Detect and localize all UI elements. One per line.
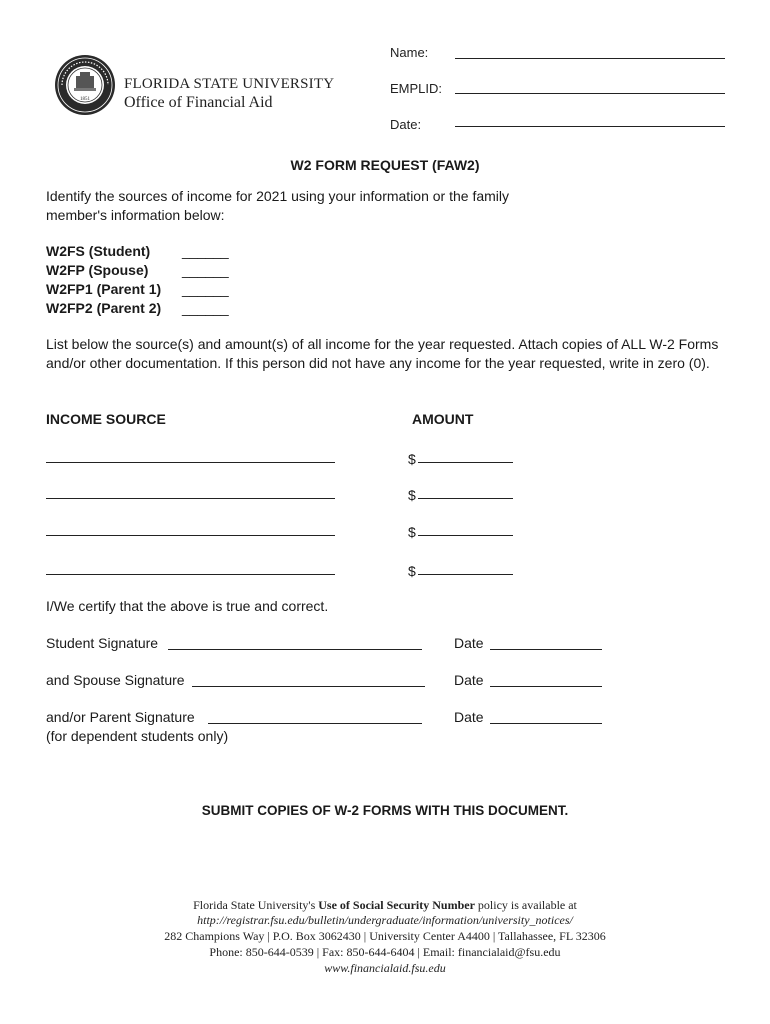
member-w2fp-blank[interactable]: ______	[182, 262, 229, 278]
student-signature-line[interactable]	[168, 649, 422, 650]
name-label: Name:	[390, 45, 429, 60]
parent-signature-line[interactable]	[208, 723, 422, 724]
member-w2fp1-blank[interactable]: ______	[182, 281, 229, 297]
income-source-line[interactable]	[46, 462, 335, 463]
instructions-text: List below the source(s) and amount(s) of all income for the year requested. Attach copies of ALL W-2 Forms and/or other documentation. If this person did not have any income for the year requested, write in zero (0).	[46, 336, 719, 371]
member-w2fs-label: W2FS (Student)	[46, 243, 151, 259]
member-w2fp1-label: W2FP1 (Parent 1)	[46, 281, 162, 297]
dependent-note: (for dependent students only)	[46, 728, 229, 744]
footer-policy-line	[0, 898, 770, 914]
footer-policy-url[interactable]: http://registrar.fsu.edu/bulletin/undergraduate/information/university_notices/	[197, 913, 573, 927]
footer-policy-post: policy is available at	[474, 898, 577, 912]
amount-header: AMOUNT	[412, 411, 474, 427]
member-w2fp2-blank[interactable]: ______	[182, 300, 229, 316]
parent-date-line[interactable]	[490, 723, 602, 724]
spouse-signature-line[interactable]	[192, 686, 425, 687]
student-date-line[interactable]	[490, 649, 602, 650]
footer-policy-pre: Florida State University's	[193, 898, 319, 912]
spouse-date-label: Date	[454, 672, 484, 688]
parent-signature-label: and/or Parent Signature	[46, 709, 195, 725]
member-w2fp2-label: W2FP2 (Parent 2)	[46, 300, 162, 316]
currency-symbol: $	[408, 487, 416, 503]
footer-policy-bold: Use of Social Security Number	[318, 898, 475, 912]
parent-date-label: Date	[454, 709, 484, 725]
spouse-date-line[interactable]	[490, 686, 602, 687]
svg-text:1851: 1851	[80, 97, 90, 102]
currency-symbol: $	[408, 563, 416, 579]
amount-line[interactable]	[418, 498, 513, 499]
certify-text: I/We certify that the above is true and correct.	[46, 598, 329, 614]
income-source-line[interactable]	[46, 574, 335, 575]
date-field-line[interactable]	[455, 126, 725, 127]
amount-line[interactable]	[418, 535, 513, 536]
emplid-label: EMPLID:	[390, 81, 443, 96]
income-source-line[interactable]	[46, 498, 335, 499]
university-name: FLORIDA STATE UNIVERSITY	[124, 76, 335, 92]
emplid-field-line[interactable]	[455, 93, 725, 94]
office-name: Office of Financial Aid	[124, 94, 273, 111]
student-signature-label: Student Signature	[46, 635, 159, 651]
member-w2fp-label: W2FP (Spouse)	[46, 262, 149, 278]
amount-line[interactable]	[418, 462, 513, 463]
submit-note: SUBMIT COPIES OF W-2 FORMS WITH THIS DOCUMENT.	[201, 803, 569, 818]
name-field-line[interactable]	[455, 58, 725, 59]
intro-text: Identify the sources of income for 2021 using your information or the family member's information below:	[46, 188, 510, 223]
member-w2fs-blank[interactable]: ______	[182, 243, 229, 259]
amount-line[interactable]	[418, 574, 513, 575]
footer-address: 282 Champions Way | P.O. Box 3062430 | University Center A4400 | Tallahassee, FL 32306	[164, 929, 606, 943]
income-source-header: INCOME SOURCE	[46, 411, 166, 427]
income-source-line[interactable]	[46, 535, 335, 536]
currency-symbol: $	[408, 524, 416, 540]
form-title: W2 FORM REQUEST (FAW2)	[290, 157, 480, 173]
spouse-signature-label: and Spouse Signature	[46, 672, 185, 688]
footer-website[interactable]: www.financialaid.fsu.edu	[324, 961, 446, 975]
fsu-seal-logo	[54, 54, 116, 116]
footer-contact: Phone: 850-644-0539 | Fax: 850-644-6404 | Email: financialaid@fsu.edu	[209, 945, 561, 959]
currency-symbol: $	[408, 451, 416, 467]
student-date-label: Date	[454, 635, 484, 651]
date-label: Date:	[390, 117, 422, 132]
